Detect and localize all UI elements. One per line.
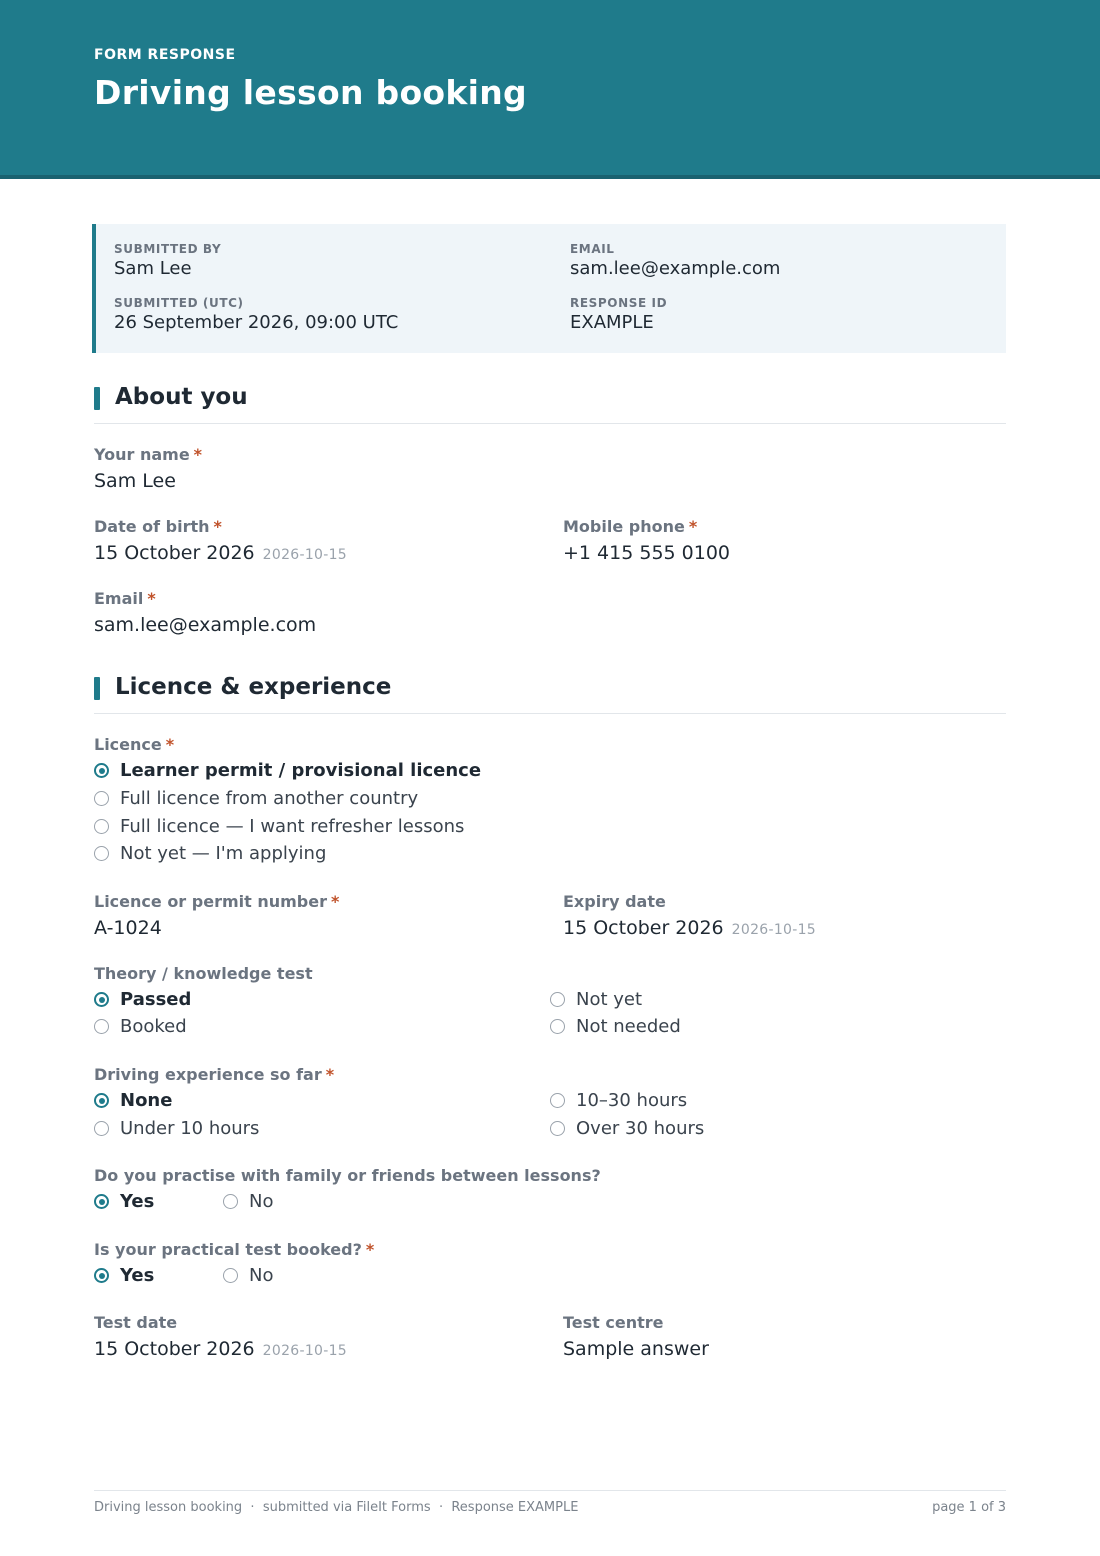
field-experience-label [94,1065,334,1084]
radio-empty-icon[interactable] [223,1194,238,1209]
meta-label: EMAIL [570,242,615,256]
option-label: Full licence from another country [120,788,419,809]
radio-empty-icon[interactable] [94,791,109,806]
option-label: Not yet — I'm applying [120,843,327,864]
field-your-name [94,445,202,492]
field-test-booked-label [94,1240,374,1259]
practise-option-no[interactable] [223,1191,273,1212]
practise-option-yes[interactable] [94,1191,154,1212]
option-label: Learner permit / provisional licence [120,760,482,781]
field-value: 15 October 2026 2026-10-15 [94,1338,348,1360]
field-expiry-date [563,892,816,939]
required-marker: * [325,1065,335,1084]
page-number: page 1 of 3 [932,1500,1006,1515]
field-date-of-birth [94,517,347,564]
iso-date: 2026-10-15 [262,547,348,563]
header-eyebrow: FORM RESPONSE [94,47,236,63]
meta-label: SUBMITTED (UTC) [114,296,244,310]
submission-meta [92,224,1006,353]
radio-empty-icon[interactable] [550,1019,565,1034]
experience-option-under-10[interactable] [94,1118,259,1139]
licence-option-learner[interactable] [94,760,481,781]
field-label: Expiry date [563,892,666,911]
required-marker: * [193,445,203,464]
field-theory-label [94,964,313,983]
field-label: Do you practise with family or friends between lessons? [94,1166,601,1185]
option-label: No [249,1265,274,1286]
option-label: 10–30 hours [576,1090,688,1111]
radio-empty-icon[interactable] [94,846,109,861]
meta-email [570,242,780,279]
option-label: Passed [120,989,192,1010]
section-title: Licence & experience [115,674,392,700]
theory-option-booked[interactable] [94,1016,187,1037]
required-marker: * [165,735,175,754]
section-licence-experience [94,674,1006,714]
option-label: Yes [120,1191,155,1212]
field-value: +1 415 555 0100 [563,542,731,564]
experience-option-none[interactable] [94,1090,172,1111]
option-label: Booked [120,1016,187,1037]
field-value: A-1024 [94,917,162,939]
field-label: Mobile phone * [563,517,698,536]
required-marker: * [365,1240,375,1259]
meta-value: EXAMPLE [570,312,654,333]
option-label: Full licence — I want refresher lessons [120,816,465,837]
field-label: Licence or permit number * [94,892,340,911]
experience-option-over-30[interactable] [550,1118,704,1139]
field-label: Date of birth * [94,517,222,536]
meta-value: Sam Lee [114,258,192,279]
theory-option-not-yet[interactable] [550,989,642,1010]
meta-response-id [570,296,667,333]
field-label: Is your practical test booked? * [94,1240,375,1259]
radio-empty-icon[interactable] [550,1093,565,1108]
radio-selected-icon[interactable] [94,1268,109,1283]
meta-value: 26 September 2026, 09:00 UTC [114,312,399,333]
field-test-centre [563,1313,709,1360]
field-licence-label [94,735,174,754]
option-label: Under 10 hours [120,1118,260,1139]
iso-date: 2026-10-15 [731,922,817,938]
field-label: Licence * [94,735,175,754]
meta-submitted-utc [114,296,398,333]
section-about-you [94,384,1006,424]
iso-date: 2026-10-15 [262,1343,348,1359]
licence-option-foreign[interactable] [94,788,418,809]
field-mobile-phone [563,517,730,564]
field-permit-number [94,892,339,939]
field-label: Your name * [94,445,203,464]
licence-option-refresher[interactable] [94,816,464,837]
theory-option-passed[interactable] [94,989,191,1010]
test-booked-option-yes[interactable] [94,1265,154,1286]
section-accent-bar [94,387,100,410]
theory-option-not-needed[interactable] [550,1016,681,1037]
meta-label: RESPONSE ID [570,296,668,310]
meta-submitted-by [114,242,221,279]
radio-empty-icon[interactable] [94,819,109,834]
option-label: Not yet [576,989,643,1010]
field-label: Test date [94,1313,178,1332]
radio-selected-icon[interactable] [94,992,109,1007]
field-value: 15 October 2026 2026-10-15 [94,542,348,564]
meta-value: sam.lee@example.com [570,258,781,279]
page-title: Driving lesson booking [94,73,527,112]
section-accent-bar [94,677,100,700]
experience-option-10-30[interactable] [550,1090,687,1111]
field-value: sam.lee@example.com [94,614,317,636]
field-label: Theory / knowledge test [94,964,313,983]
page-footer [94,1490,1006,1515]
radio-empty-icon[interactable] [94,1019,109,1034]
section-title: About you [115,384,248,410]
option-label: Over 30 hours [576,1118,705,1139]
footer-info: Driving lesson booking · submitted via FileIt Forms · Response EXAMPLE [94,1500,579,1515]
required-marker: * [147,589,156,608]
radio-selected-icon[interactable] [94,1194,109,1209]
option-label: None [120,1090,173,1111]
test-booked-option-no[interactable] [223,1265,273,1286]
meta-label: SUBMITTED BY [114,242,222,256]
field-label: Email * [94,589,156,608]
option-label: Not needed [576,1016,681,1037]
field-label: Driving experience so far * [94,1065,335,1084]
required-marker: * [330,892,340,911]
field-email [94,589,316,636]
radio-empty-icon[interactable] [94,1121,109,1136]
radio-selected-icon[interactable] [94,763,109,778]
radio-empty-icon[interactable] [550,992,565,1007]
field-label: Test centre [563,1313,664,1332]
form-header [0,0,1100,179]
radio-selected-icon[interactable] [94,1093,109,1108]
required-marker: * [213,517,222,536]
field-value: Sam Lee [94,470,176,492]
required-marker: * [688,517,698,536]
licence-option-not-yet[interactable] [94,843,326,864]
radio-empty-icon[interactable] [223,1268,238,1283]
field-practise-label [94,1166,601,1185]
option-label: No [249,1191,274,1212]
field-value: Sample answer [563,1338,709,1360]
option-label: Yes [120,1265,155,1286]
field-value: 15 October 2026 2026-10-15 [563,917,817,939]
field-test-date [94,1313,347,1360]
radio-empty-icon[interactable] [550,1121,565,1136]
